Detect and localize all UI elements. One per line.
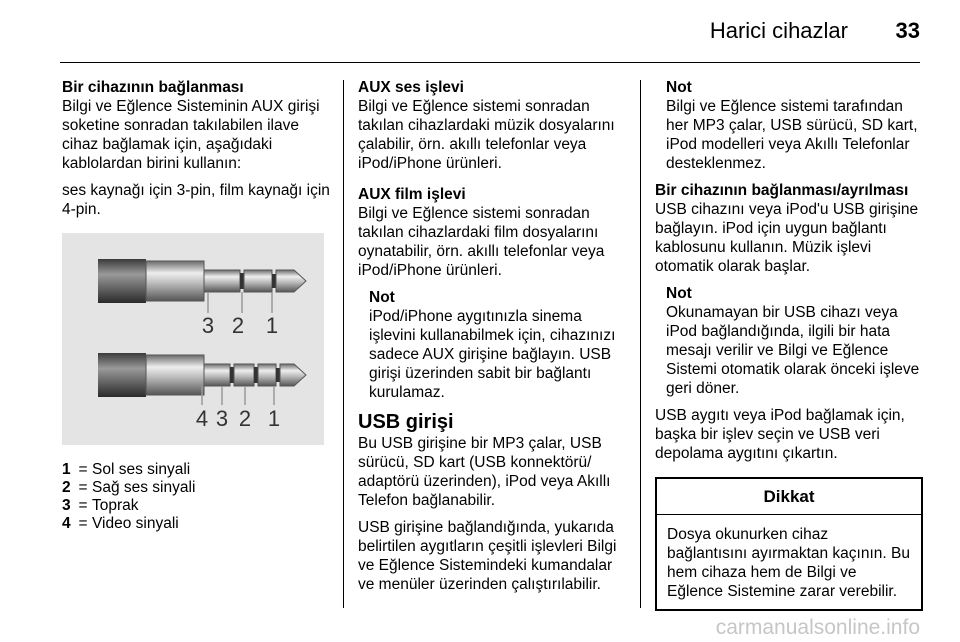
legend-eq: = bbox=[78, 461, 88, 478]
plug2-label: 4 bbox=[195, 406, 209, 431]
note-label: Not bbox=[666, 79, 692, 96]
column-middle bbox=[358, 78, 630, 602]
legend-text: Toprak bbox=[92, 497, 139, 514]
legend-eq: = bbox=[78, 515, 88, 532]
warning-text: Dosya okunurken cihaz bağlantısını ayırmaktan kaçının. Bu hem cihaza hem de Bilgi ve Eğlence Sistemine zarar verebilir. bbox=[667, 526, 910, 600]
legend-num: 3 bbox=[62, 497, 71, 514]
note bbox=[655, 284, 923, 398]
paragraph: Bu USB girişine bir MP3 çalar, USB sürücü, SD kart (USB konnektörü/ adaptörü üzerinden), iPod veya Akıllı Telefon bağlanabilir. bbox=[358, 435, 611, 509]
legend-num: 2 bbox=[62, 479, 71, 496]
paragraph: Bilgi ve Eğlence sistemi sonradan takılan cihazlardaki film dosyalarını oynatabilir, örn. akıllı telefonlar veya iPod/iPhone ürünleri. bbox=[358, 205, 605, 279]
paragraph: ses kaynağı için 3-pin, film kaynağı için 4-pin. bbox=[62, 182, 330, 218]
legend-row bbox=[62, 497, 330, 515]
legend-eq: = bbox=[78, 479, 88, 496]
legend-num: 1 bbox=[62, 461, 71, 478]
plug2-label: 3 bbox=[215, 406, 229, 431]
plug-3pin bbox=[98, 259, 306, 313]
warning-title: Dikkat bbox=[657, 479, 921, 515]
note bbox=[358, 288, 630, 402]
note-label: Not bbox=[666, 285, 692, 302]
plug1-label: 1 bbox=[265, 313, 279, 338]
column-divider bbox=[640, 80, 641, 608]
column-left bbox=[62, 78, 330, 533]
note-text: Okunamayan bir USB cihazı veya iPod bağlandığında, ilgili bir hata mesajı verilir ve Bilgi ve Eğlence Sistemi otomatik olarak önceki işleve geri döner. bbox=[666, 304, 920, 397]
legend-num: 4 bbox=[62, 515, 71, 532]
warning-box bbox=[655, 477, 923, 611]
column-right bbox=[655, 78, 923, 611]
legend bbox=[62, 461, 330, 533]
page-number: 33 bbox=[895, 18, 920, 43]
jack-plug-figure bbox=[62, 233, 324, 445]
section-heading: USB girişi bbox=[358, 411, 454, 433]
note-text: Bilgi ve Eğlence sistemi tarafından her MP3 çalar, USB sürücü, SD kart, iPod modelleri veya Akıllı Telefonlar desteklenmez. bbox=[666, 98, 918, 172]
plug1-label: 3 bbox=[201, 313, 215, 338]
plug-4pin bbox=[98, 353, 306, 405]
paragraph: Bilgi ve Eğlence sistemi sonradan takılan cihazlardaki müzik dosyalarını çalabilir, örn. akıllı telefonlar veya iPod/iPhone ürünleri. bbox=[358, 98, 615, 172]
jack-plug-illustration bbox=[62, 233, 324, 445]
subheading: Bir cihazının bağlanması bbox=[62, 79, 244, 96]
plug2-label: 1 bbox=[267, 406, 281, 431]
legend-row bbox=[62, 515, 330, 533]
paragraph: USB cihazını veya iPod'u USB girişine bağlayın. iPod için uygun bağlantı kablosunu kullanın. Müzik işlevi otomatik olarak başlar. bbox=[655, 201, 919, 275]
paragraph: Bilgi ve Eğlence Sisteminin AUX girişi soketine sonradan takılabilen ilave cihaz bağlamak için, aşağıdaki kablolardan birini kullanın: bbox=[62, 98, 320, 172]
legend-row bbox=[62, 479, 330, 497]
subheading: Bir cihazının bağlanması/ayrılması bbox=[655, 182, 909, 199]
note-text: iPod/iPhone aygıtınızla sinema işlevini kullanabilmek için, cihazınızı sadece AUX girişine bağlayın. USB girişi üzerinden sabit bir bağlantı kurulamaz. bbox=[369, 308, 616, 401]
note bbox=[655, 78, 923, 173]
note-label: Not bbox=[369, 289, 395, 306]
subheading: AUX film işlevi bbox=[358, 186, 466, 203]
legend-text: Video sinyali bbox=[92, 515, 179, 532]
subheading: AUX ses işlevi bbox=[358, 79, 464, 96]
paragraph: USB girişine bağlandığında, yukarıda belirtilen aygıtların çeşitli işlevleri Bilgi ve Eğlence Sistemindeki kumandalar ve menüler üzerinden çalıştırılabilir. bbox=[358, 519, 617, 593]
paragraph: USB aygıtı veya iPod bağlamak için, başka bir işlev seçin ve USB veri depolama aygıtını çıkartın. bbox=[655, 407, 905, 462]
legend-text: Sağ ses sinyali bbox=[92, 479, 196, 496]
header-rule bbox=[60, 62, 920, 63]
plug2-label: 2 bbox=[238, 406, 252, 431]
header-title: Harici cihazlar bbox=[709, 18, 848, 43]
plug1-label: 2 bbox=[231, 313, 245, 338]
legend-text: Sol ses sinyali bbox=[92, 461, 191, 478]
legend-eq: = bbox=[78, 497, 88, 514]
watermark: carmanualsonline.info bbox=[715, 616, 920, 639]
legend-row bbox=[62, 461, 330, 479]
column-divider bbox=[343, 80, 344, 608]
page-header bbox=[0, 0, 960, 62]
